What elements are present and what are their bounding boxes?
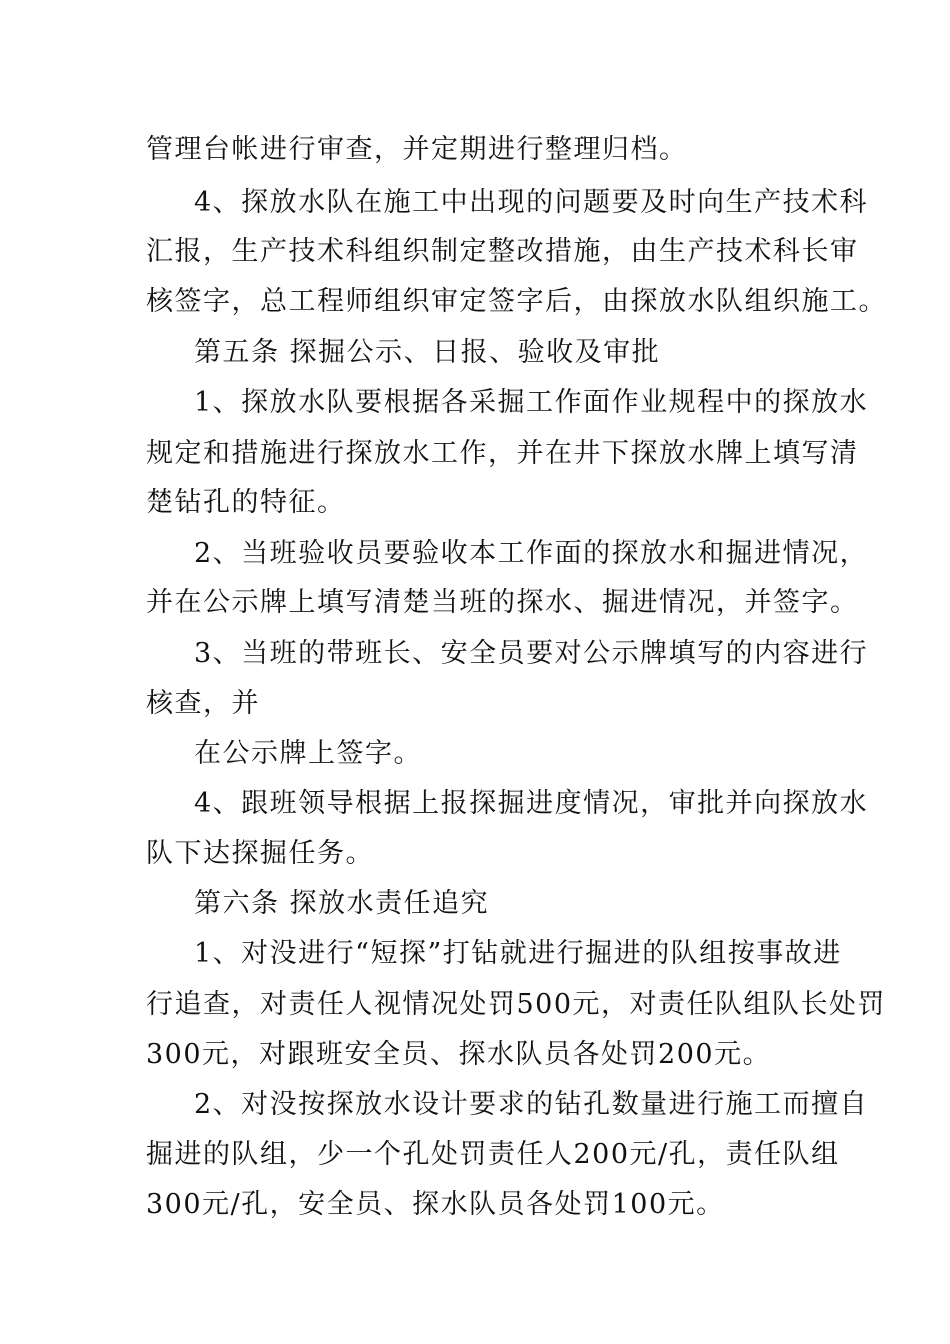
text-line: 并在公示牌上填写清楚当班的探水、掘进情况，并签字。 (146, 587, 859, 618)
text-line: 核查，并 (146, 688, 260, 719)
text-line: 4、探放水队在施工中出现的问题要及时向生产技术科 (194, 187, 869, 218)
text-line: 规定和措施进行探放水工作，并在井下探放水牌上填写清 (146, 438, 859, 469)
text-line: 楚钻孔的特征。 (146, 487, 346, 518)
text-line: 4、跟班领导根据上报探掘进度情况，审批并向探放水 (194, 788, 869, 819)
text-line: 1、对没进行“短探”打钻就进行掘进的队组按事故进 (194, 938, 842, 969)
text-line: 1、探放水队要根据各采掘工作面作业规程中的探放水 (194, 387, 869, 418)
text-line: 300元，对跟班安全员、探水队员各处罚200元。 (146, 1039, 772, 1070)
section-heading: 第六条 探放水责任追究 (194, 888, 490, 919)
text-line: 2、对没按探放水设计要求的钻孔数量进行施工而擅自 (194, 1089, 869, 1120)
text-line: 汇报，生产技术科组织制定整改措施，由生产技术科长审 (146, 236, 859, 267)
text-line: 掘进的队组，少一个孔处罚责任人200元/孔，责任队组 (146, 1139, 840, 1170)
text-line: 核签字，总工程师组织审定签字后，由探放水队组织施工。 (146, 286, 887, 317)
text-line: 队下达探掘任务。 (146, 838, 374, 869)
text-line: 行追查，对责任人视情况处罚500元，对责任队组队长处罚 (146, 989, 887, 1020)
text-line: 在公示牌上签字。 (194, 738, 422, 769)
text-line: 管理台帐进行审查，并定期进行整理归档。 (146, 134, 688, 165)
section-heading: 第五条 探掘公示、日报、验收及审批 (194, 337, 661, 368)
text-line: 2、当班验收员要验收本工作面的探放水和掘进情况， (194, 538, 869, 569)
text-line: 300元/孔，安全员、探水队员各处罚100元。 (146, 1189, 725, 1220)
text-line: 3、当班的带班长、安全员要对公示牌填写的内容进行 (194, 638, 869, 669)
